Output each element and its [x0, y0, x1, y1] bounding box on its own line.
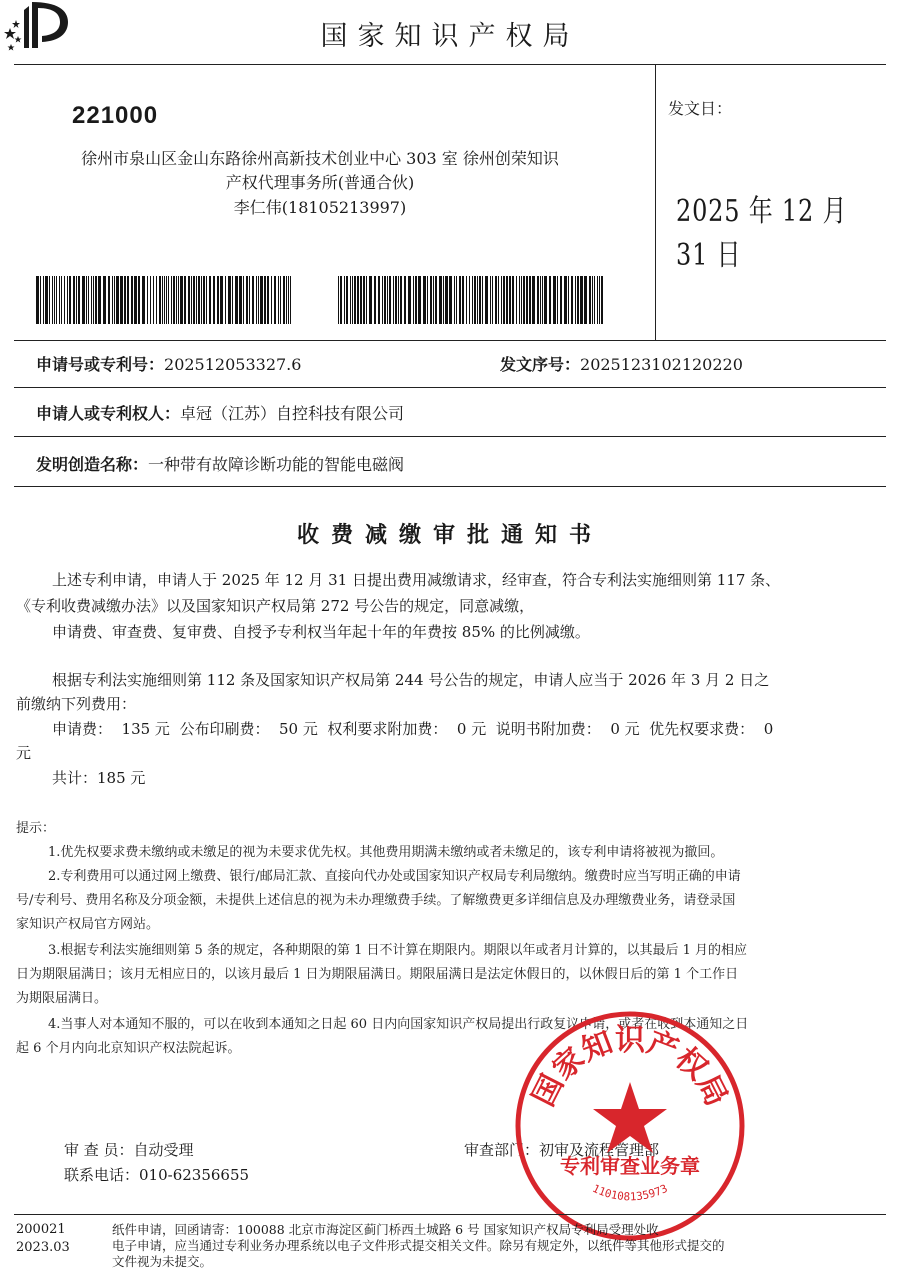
applicant-label: 申请人或专利权人： — [36, 404, 181, 423]
tips-heading: 提示： — [16, 821, 56, 836]
seal-number-text: 110108135973 — [590, 1181, 670, 1204]
fee-list-wrap: 元 — [16, 744, 32, 762]
paragraph-2-line-2: 前缴纳下列费用： — [16, 695, 137, 713]
form-code: 200021 — [16, 1222, 66, 1237]
application-number: 202512053327.6 — [164, 355, 302, 374]
fields-top-rule — [14, 340, 886, 341]
examiner-name: 自动受理 — [133, 1141, 194, 1159]
examiner-field — [64, 1138, 194, 1162]
header-rule — [14, 64, 886, 65]
date-column-divider — [655, 64, 656, 340]
department-label: 审查部门： — [464, 1141, 540, 1159]
tip-2-line-3: 家知识产权局官方网站。 — [16, 917, 160, 932]
phone-label: 联系电话： — [64, 1166, 140, 1184]
examiner-label: 审 查 员： — [64, 1141, 134, 1159]
address-line-2: 产权代理事务所(普通合伙) — [225, 173, 415, 192]
paragraph-1-line-2: 《专利收费减缴办法》以及国家知识产权局第 272 号公告的规定，同意减缴， — [16, 597, 535, 615]
footer-rule — [14, 1214, 886, 1215]
serial-number-label: 发文序号： — [500, 355, 581, 374]
address-line-1: 徐州市泉山区金山东路徐州高新技术创业中心 303 室 徐州创荣知识 — [81, 149, 559, 168]
invention-title: 一种带有故障诊断功能的智能电磁阀 — [148, 455, 405, 474]
paragraph-1-line-1: 上述专利申请，申请人于 2025 年 12 月 31 日提出费用减缴请求，经审查，符合专利法实施细则第 117 条、 — [52, 571, 781, 589]
serial-number: 2025123102120220 — [580, 355, 743, 374]
application-number-field — [36, 352, 301, 375]
fee-total: 共计：185 元 — [52, 769, 146, 787]
field-rule — [14, 436, 886, 437]
serial-number-field — [500, 352, 743, 375]
tip-3-line-2: 日为期限届满日；该月无相应日的，以该月最后 1 日为期限届满日。期限届满日是法定休假日的，以休假日后的第 1 个工作日 — [16, 967, 739, 982]
barcode-right — [338, 276, 604, 324]
dispatch-date-label: 发文日： — [668, 99, 733, 118]
field-rule — [14, 486, 886, 487]
footer-note-line-1: 纸件申请，回函请寄：100088 北京市海淀区蓟门桥西土城路 6 号 国家知识产权局专利局受理处收 — [112, 1222, 659, 1237]
applicant-name: 卓冠（江苏）自控科技有限公司 — [180, 404, 405, 423]
tip-4-line-1: 4.当事人对本通知不服的，可以在收到本通知之日起 60 日内向国家知识产权局提出行政复议申请，或者在收到本通知之日 — [48, 1017, 749, 1032]
tip-4-line-2: 起 6 个月内向北京知识产权法院起诉。 — [16, 1041, 241, 1056]
applicant-field — [36, 401, 404, 424]
field-rule — [14, 387, 886, 388]
barcode-left — [36, 276, 294, 324]
footer-note-line-3: 文件视为未提交。 — [112, 1254, 213, 1269]
contact-line: 李仁伟(18105213997) — [233, 198, 407, 217]
seal-org-text: 国家知识产权局 — [526, 1023, 734, 1112]
paragraph-2-line-1: 根据专利法实施细则第 112 条及国家知识产权局第 244 号公告的规定，申请人应当于 2026 年 3 月 2 日之 — [52, 671, 770, 689]
application-number-label: 申请号或专利号： — [36, 355, 165, 374]
notice-title: 收费减缴审批通知书 — [296, 522, 603, 548]
tip-3-line-3: 为期限届满日。 — [16, 991, 108, 1006]
department-name: 初审及流程管理部 — [539, 1141, 660, 1159]
dispatch-date: 2025 年 12 月 31 日 — [676, 194, 848, 273]
agency-name: 国家知识产权局 — [320, 21, 580, 52]
tip-1: 1.优先权要求费未缴纳或未缴足的视为未要求优先权。其他费用期满未缴纳或者未缴足的，该专利申请将被视为撤回。 — [48, 845, 724, 860]
fee-list: 申请费： 135 元 公布印刷费： 50 元 权利要求附加费： 0 元 说明书附加费： 0 元 优先权要求费： 0 — [52, 720, 774, 738]
tip-3-line-1: 3.根据专利法实施细则第 5 条的规定，各种期限的第 1 日不计算在期限内。期限以年或者月计算的，以其最后 1 月的相应 — [48, 943, 748, 958]
tip-2-line-2: 号/专利号、费用名称及分项金额，未提供上述信息的视为未办理缴费手续。了解缴费更多详细信息及办理缴费业务，请登录国 — [16, 893, 736, 908]
phone-field — [64, 1163, 249, 1187]
paragraph-1-line-3: 申请费、审查费、复审费、自授予专利权当年起十年的年费按 85% 的比例减缴。 — [52, 623, 590, 641]
postal-code: 221000 — [72, 102, 159, 129]
seal-dept-text: 专利审查业务章 — [560, 1154, 700, 1178]
svg-text:110108135973 — [590, 1182, 669, 1204]
phone-number: 010-62356655 — [139, 1166, 250, 1184]
form-date: 2023.03 — [16, 1240, 70, 1255]
footer-note-line-2: 电子申请，应当通过专利业务办理系统以电子文件形式提交相关文件。除另有规定外，以纸件等其他形式提交的 — [112, 1238, 725, 1253]
official-seal-icon — [512, 1008, 748, 1244]
invention-label: 发明创造名称： — [36, 455, 149, 474]
tip-2-line-1: 2.专利费用可以通过网上缴费、银行/邮局汇款、直接向代办处或国家知识产权局专利局缴纳。缴费时应当写明正确的申请 — [48, 869, 741, 884]
invention-field — [36, 452, 404, 475]
